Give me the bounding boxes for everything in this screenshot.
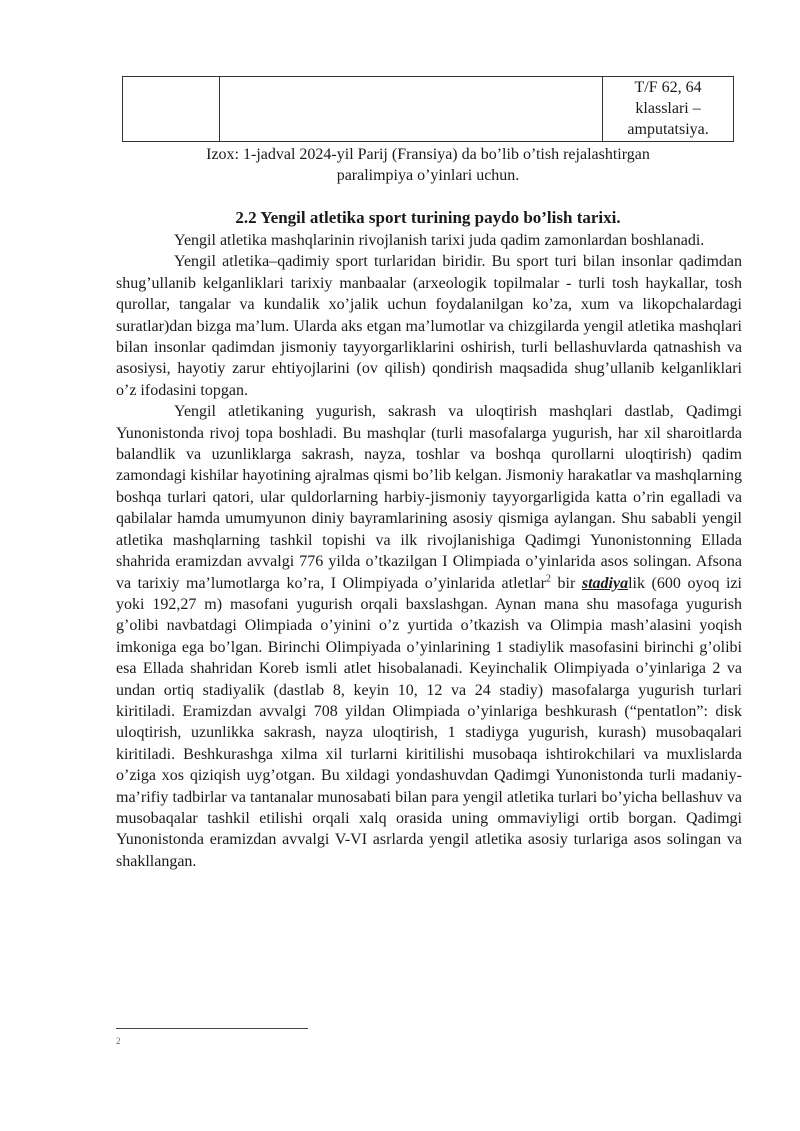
table-cell-line-1: T/F 62, 64 [634, 79, 702, 96]
footnote-divider [116, 1028, 308, 1029]
paragraph-3 [116, 401, 742, 872]
paragraph-3-part-1: Yengil atletikaning yugurish, sakrash va uloqtirish mashqlari dastlab, Qadimgi Yunonistonda rivoj topa boshladi. Bu mashqlar (turli masofalarga yugurish, har xil sharoitlarda balandlik va uzunliklarga sakrash, nayza, toshlar va boshqa qurollarni uloqtirish) qadim zamondagi kishilar hayotining ajralmas qismi bo’lib kelgan. Jismoniy harakatlar va mashqlarning boshqa turlari qatori, ular quldorlarning harbiy-jismoniy tayyorgarligida katta o’rin egalladi va qabilalar hamda umumyunon diniy bayramlarining asosiy qismiga aylangan. Shu sababli yengil atletika mashqlarning tashkil topishi va ilk rivojlanishiga Qadimgi Yunonistonning Ellada shahrida eramizdan avvalgi 776 yilda o’tkazilgan I Olimpiada o’yinlarida asos solingan. Afsona va tarixiy ma’lumotlarga ko’ra, I Olimpiyada o’yinlarida atletlar [116, 403, 742, 592]
table-row [123, 77, 734, 142]
table-note-line-2: paralimpiya o’yinlari uchun. [336, 167, 520, 184]
results-table-fragment [122, 76, 734, 142]
paragraph-3-part-3: lik (600 oyoq izi yoki 192,27 m) masofani yugurish orqali baxslashgan. Aynan mana shu masofaga yugurish g’olibi navbatdagi Olimpiada o’yinini o’z yurtida o’tkazish va Olimpia mash’alasini yoqish imkoniga ega bo’lgan. Birinchi Olimpiyada o’yinlarining 1 stadiylik masofasini birinchi g’olibi esa Ellada shahridan Koreb ismli atlet hisobalanadi. Keyinchalik Olimpiyada o’yinlariga 2 va undan ortiq stadiyalik (dastlab 8, keyin 10, 12 va 24 stadiy) masofalarga yugurish turlari kiritiladi. Eramizdan avvalgi 708 yildan Olimpiada o’yinlariga beshkurash (“pentatlon”: disk uloqtirish, uzunlikka sakrash, nayza uloqtirish, 1 stadiyga yugurish, kurash) musobaqalari kiritiladi. Beshkurashga xilma xil turlarni kiritilishi musobaqa ishtirokchilari va muxlislarda o’ziga xos qiziqish uyg’otgan. Bu xildagi yondashuvdan Qadimgi Yunonistonda turli madaniy-ma’rifiy tadbirlar va tantanalar munosabati bilan para yengil atletika turlari bo’yicha bellashuv va musobaqalar tashkil etilishi orqali xalq orasida uning ommaviyligi ortib borgan. Qadimgi Yunonistonda eramizdan avvalgi V-VI asrlarda yengil atletika asosiy turlariga asos solingan va shakllangan. [116, 574, 743, 870]
table-note-line-1: Izox: 1-jadval 2024-yil Parij (Fransiya) da bo’lib o’tish rejalashtirgan [206, 146, 650, 163]
footnote-mark: 2 [116, 1036, 121, 1046]
table-cell-class [603, 77, 734, 142]
paragraph-3-part-2: bir [550, 574, 582, 592]
footnote-ref[interactable]: 2 [545, 573, 551, 585]
body-text [116, 230, 742, 872]
table-cell-empty-1 [123, 77, 220, 142]
stadiya-term: stadiya [581, 574, 629, 592]
section-heading: 2.2 Yengil atletika sport turining paydo bo’lish tarixi. [235, 208, 621, 227]
table-cell-empty-2 [219, 77, 603, 142]
table-note [122, 144, 734, 186]
paragraph-2: Yengil atletika–qadimiy sport turlaridan biridir. Bu sport turi bilan insonlar qadimdan shug’ullanib kelganliklari tarixiy manbaalar (arxeologik topilmalar - turli tosh haykallar, tosh qurollar, tangalar va kundalik xo’jalik uchun foydalanilgan ko’za, xum va likopchalardagi suratlar)dan bizga ma’lum. Ularda aks etgan ma’lumotlar va chizgilarda yengil atletika mashqlari bilan insonlar qadimdan jismoniy tayyorgarliklarini oshirish, turli bellashuvlarda qatnashish va asosiysi, hayotiy zarur ehtiyojlarini (ov qilish) qondirish maqsadida shug’ullanib kelganliklari o’z ifodasini topgan. [116, 253, 742, 399]
table-cell-line-2: klasslari – [635, 100, 701, 117]
table-cell-line-3: amputatsiya. [627, 121, 709, 138]
paragraph-1: Yengil atletika mashqlarinin rivojlanish tarixi juda qadim zamonlardan boshlanadi. [174, 232, 705, 249]
